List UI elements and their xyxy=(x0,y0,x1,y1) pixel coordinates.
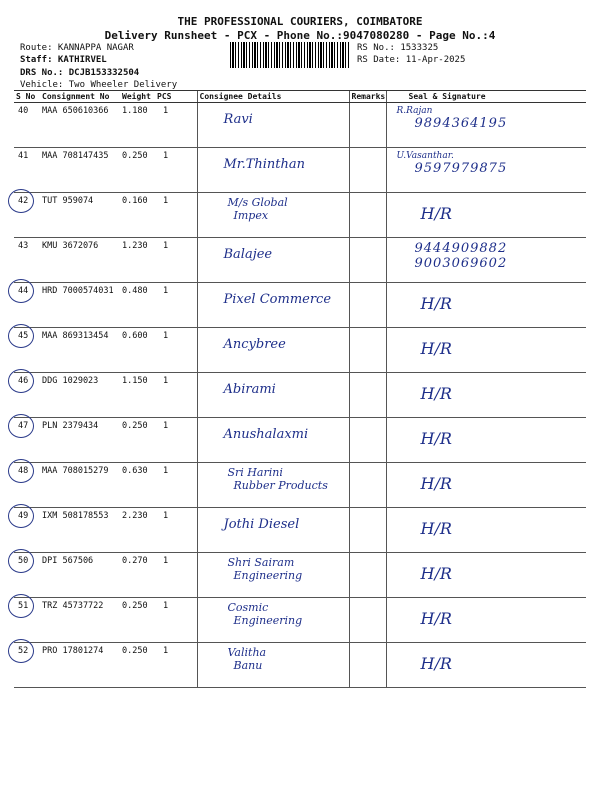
table-row xyxy=(14,283,586,328)
signature-handwriting: H/R xyxy=(420,204,452,223)
row-consignee-details xyxy=(197,418,349,463)
row-remarks xyxy=(349,283,386,328)
row-weight: 0.250 xyxy=(120,643,155,688)
signature-handwriting: R.Rajan xyxy=(396,106,433,116)
table-row xyxy=(14,373,586,418)
row-remarks xyxy=(349,463,386,508)
row-seal-signature xyxy=(386,463,586,508)
row-pcs: 1 xyxy=(155,283,197,328)
consignee-handwriting: Jothi Diesel xyxy=(223,517,300,532)
col-consignee: Consignee Details xyxy=(197,91,349,103)
table-row xyxy=(14,193,586,238)
signature-handwriting: H/R xyxy=(420,564,452,583)
consignee-handwriting: Shri Sairam xyxy=(227,556,295,569)
row-consignee-details xyxy=(197,238,349,283)
row-seal-signature xyxy=(386,598,586,643)
row-weight: 0.250 xyxy=(120,148,155,193)
row-weight: 1.180 xyxy=(120,103,155,148)
row-consignment-no: MAA 708147435 xyxy=(40,148,120,193)
row-weight: 0.160 xyxy=(120,193,155,238)
row-sno xyxy=(14,598,40,643)
row-consignee-details xyxy=(197,463,349,508)
row-consignee-details xyxy=(197,193,349,238)
row-consignment-no: DDG 1029023 xyxy=(40,373,120,418)
row-consignee-details xyxy=(197,103,349,148)
row-pcs: 1 xyxy=(155,553,197,598)
row-seal-signature xyxy=(386,283,586,328)
row-weight: 0.250 xyxy=(120,418,155,463)
consignee-handwriting: Engineering xyxy=(233,614,303,627)
rs-date: RS Date: 11-Apr-2025 xyxy=(357,55,466,65)
company-title: THE PROFESSIONAL COURIERS, COIMBATORE xyxy=(177,15,423,28)
signature-handwriting: 9444909882 xyxy=(414,241,508,256)
row-consignment-no: KMU 3672076 xyxy=(40,238,120,283)
consignee-handwriting: Impex xyxy=(233,209,269,222)
row-weight: 0.250 xyxy=(120,598,155,643)
consignee-handwriting: Engineering xyxy=(233,569,303,582)
row-pcs: 1 xyxy=(155,328,197,373)
row-pcs: 1 xyxy=(155,508,197,553)
sno-value: 43 xyxy=(18,241,29,251)
row-sno xyxy=(14,103,40,148)
consignee-handwriting: Banu xyxy=(233,659,263,672)
row-pcs: 1 xyxy=(155,418,197,463)
row-consignment-no: PLN 2379434 xyxy=(40,418,120,463)
sno-circle-mark xyxy=(8,324,34,348)
row-sno xyxy=(14,643,40,688)
row-pcs: 1 xyxy=(155,643,197,688)
consignee-handwriting: Pixel Commerce xyxy=(223,292,332,307)
signature-handwriting: U.Vasanthar. xyxy=(396,151,454,161)
signature-handwriting: H/R xyxy=(420,339,452,358)
row-remarks xyxy=(349,148,386,193)
table-row xyxy=(14,328,586,373)
row-remarks xyxy=(349,418,386,463)
runsheet-table xyxy=(14,90,586,688)
sno-value: 49 xyxy=(18,511,29,521)
signature-handwriting: 9003069602 xyxy=(414,256,508,271)
row-weight: 0.480 xyxy=(120,283,155,328)
row-seal-signature xyxy=(386,103,586,148)
row-remarks xyxy=(349,373,386,418)
sno-circle-mark xyxy=(8,549,34,573)
row-consignment-no: DPI 567506 xyxy=(40,553,120,598)
col-seal: Seal & Signature xyxy=(386,91,586,103)
row-seal-signature xyxy=(386,508,586,553)
row-seal-signature xyxy=(386,193,586,238)
table-row xyxy=(14,148,586,193)
row-consignee-details xyxy=(197,373,349,418)
col-remarks: Remarks xyxy=(349,91,386,103)
table-row xyxy=(14,463,586,508)
table-header-row xyxy=(14,91,586,103)
sno-circle-mark xyxy=(8,594,34,618)
table-row xyxy=(14,643,586,688)
row-consignment-no: TUT 959074 xyxy=(40,193,120,238)
sno-circle-mark xyxy=(8,414,34,438)
row-consignee-details xyxy=(197,598,349,643)
row-consignee-details xyxy=(197,148,349,193)
row-consignment-no: TRZ 45737722 xyxy=(40,598,120,643)
row-sno xyxy=(14,553,40,598)
sno-circle-mark xyxy=(8,369,34,393)
row-seal-signature xyxy=(386,328,586,373)
row-seal-signature xyxy=(386,418,586,463)
sno-value: 45 xyxy=(18,331,29,341)
barcode-image xyxy=(230,42,350,68)
row-seal-signature xyxy=(386,148,586,193)
row-sno xyxy=(14,463,40,508)
row-consignee-details xyxy=(197,643,349,688)
row-seal-signature xyxy=(386,238,586,283)
row-weight: 2.230 xyxy=(120,508,155,553)
sno-value: 50 xyxy=(18,556,29,566)
sno-value: 42 xyxy=(18,196,29,206)
row-seal-signature xyxy=(386,553,586,598)
consignee-handwriting: Ravi xyxy=(223,112,253,127)
row-remarks xyxy=(349,598,386,643)
table-row xyxy=(14,598,586,643)
sno-circle-mark xyxy=(8,639,34,663)
row-weight: 1.230 xyxy=(120,238,155,283)
signature-handwriting: H/R xyxy=(420,294,452,313)
staff-label: Staff: KATHIRVEL xyxy=(20,55,107,65)
table-row xyxy=(14,238,586,283)
table-row xyxy=(14,553,586,598)
sno-value: 40 xyxy=(18,106,29,116)
row-remarks xyxy=(349,103,386,148)
signature-handwriting: 9597979875 xyxy=(414,161,508,176)
sno-value: 47 xyxy=(18,421,29,431)
row-consignment-no: PRO 17801274 xyxy=(40,643,120,688)
col-weight: Weight xyxy=(120,91,155,103)
row-sno xyxy=(14,283,40,328)
col-pcs: PCS xyxy=(155,91,197,103)
row-pcs: 1 xyxy=(155,463,197,508)
table-row xyxy=(14,508,586,553)
consignee-handwriting: Valitha xyxy=(227,646,267,659)
row-pcs: 1 xyxy=(155,193,197,238)
runsheet-rows xyxy=(14,103,586,688)
table-row xyxy=(14,103,586,148)
row-weight: 0.600 xyxy=(120,328,155,373)
consignee-handwriting: Anushalaxmi xyxy=(223,427,309,442)
sno-circle-mark xyxy=(8,279,34,303)
col-sno: S No xyxy=(14,91,40,103)
signature-handwriting: H/R xyxy=(420,519,452,538)
row-pcs: 1 xyxy=(155,103,197,148)
consignee-handwriting: Abirami xyxy=(223,382,276,397)
row-remarks xyxy=(349,238,386,283)
sno-value: 41 xyxy=(18,151,29,161)
row-weight: 0.630 xyxy=(120,463,155,508)
row-consignee-details xyxy=(197,328,349,373)
row-remarks xyxy=(349,643,386,688)
consignee-handwriting: Mr.Thinthan xyxy=(223,157,306,172)
consignee-handwriting: Sri Harini xyxy=(227,466,283,479)
row-pcs: 1 xyxy=(155,598,197,643)
sno-value: 48 xyxy=(18,466,29,476)
col-consignment: Consignment No xyxy=(40,91,120,103)
runsheet-subtitle: Delivery Runsheet - PCX - Phone No.:9047080280 - Page No.:4 xyxy=(104,29,496,42)
row-consignee-details xyxy=(197,508,349,553)
row-seal-signature xyxy=(386,643,586,688)
signature-handwriting: H/R xyxy=(420,474,452,493)
sno-value: 46 xyxy=(18,376,29,386)
row-remarks xyxy=(349,553,386,598)
row-pcs: 1 xyxy=(155,238,197,283)
row-remarks xyxy=(349,328,386,373)
row-remarks xyxy=(349,193,386,238)
signature-handwriting: 9894364195 xyxy=(414,116,508,131)
row-consignment-no: MAA 650610366 xyxy=(40,103,120,148)
consignee-handwriting: Cosmic xyxy=(227,601,269,614)
row-consignee-details xyxy=(197,553,349,598)
row-consignment-no: IXM 508178553 xyxy=(40,508,120,553)
row-pcs: 1 xyxy=(155,148,197,193)
row-consignment-no: MAA 708015279 xyxy=(40,463,120,508)
row-sno xyxy=(14,373,40,418)
consignee-handwriting: Rubber Products xyxy=(233,479,328,492)
row-seal-signature xyxy=(386,373,586,418)
signature-handwriting: H/R xyxy=(420,384,452,403)
signature-handwriting: H/R xyxy=(420,609,452,628)
row-consignment-no: MAA 869313454 xyxy=(40,328,120,373)
row-consignment-no: HRD 7000574031 xyxy=(40,283,120,328)
row-sno xyxy=(14,238,40,283)
table-row xyxy=(14,418,586,463)
sno-circle-mark xyxy=(8,189,34,213)
row-sno xyxy=(14,508,40,553)
consignee-handwriting: Balajee xyxy=(223,247,273,262)
row-sno xyxy=(14,328,40,373)
sno-value: 52 xyxy=(18,646,29,656)
sno-value: 44 xyxy=(18,286,29,296)
row-consignee-details xyxy=(197,283,349,328)
row-weight: 1.150 xyxy=(120,373,155,418)
route-label: Route: KANNAPPA NAGAR xyxy=(20,43,134,53)
drs-number: DRS No.: DCJB153332504 xyxy=(20,68,140,78)
consignee-handwriting: M/s Global xyxy=(227,196,288,209)
rs-number: RS No.: 1533325 xyxy=(357,43,439,53)
sno-circle-mark xyxy=(8,504,34,528)
sno-value: 51 xyxy=(18,601,29,611)
row-sno xyxy=(14,148,40,193)
row-sno xyxy=(14,193,40,238)
consignee-handwriting: Ancybree xyxy=(223,337,286,352)
signature-handwriting: H/R xyxy=(420,654,452,673)
vehicle-label: Vehicle: Two Wheeler Delivery xyxy=(20,80,178,90)
row-weight: 0.270 xyxy=(120,553,155,598)
signature-handwriting: H/R xyxy=(420,429,452,448)
sno-circle-mark xyxy=(8,459,34,483)
row-pcs: 1 xyxy=(155,373,197,418)
row-sno xyxy=(14,418,40,463)
row-remarks xyxy=(349,508,386,553)
